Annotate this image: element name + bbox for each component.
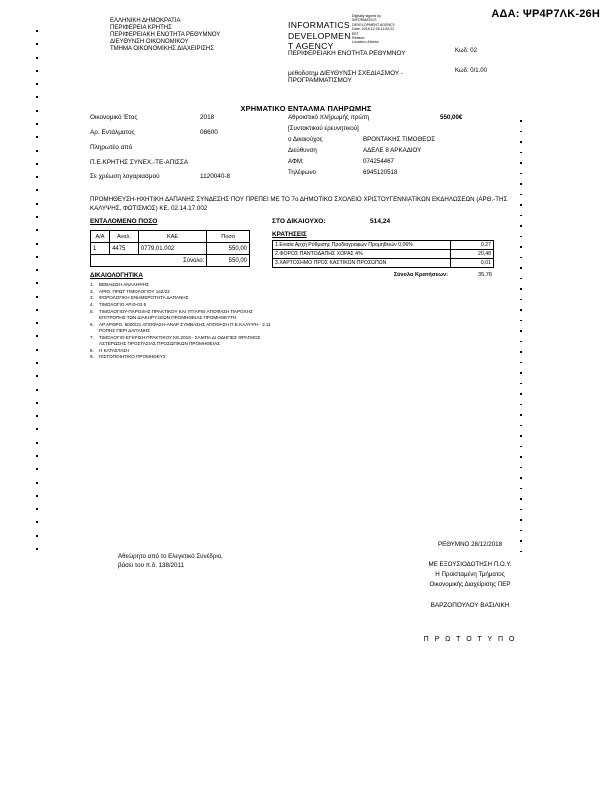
amount-table (90, 230, 250, 267)
amount-row-poso: 550,00 (207, 243, 250, 255)
doc-num-4: 4. (90, 302, 94, 308)
field-note-label: [Συντακτικού ερευνητικού] (288, 125, 359, 132)
field-afm (288, 158, 518, 169)
amount-table-header-row (91, 231, 250, 243)
doc-text-4: ΤΙΜΟΛΟΓΙΟ ΑΡ.Θ-03 5 (99, 302, 147, 308)
ida-line-3: T AGENCY (288, 41, 334, 51)
document-title: ΧΡΗΜΑΤΙΚΟ ΕΝΤΑΛΜΑ ΠΛΗΡΩΜΗΣ (240, 104, 372, 113)
signature-line-1: ΜΕ ΕΞΟΥΣΙΟΔΟΤΗΣΗ Π.Ο.Υ. (428, 561, 512, 568)
kodikos-2: Κωδ: 0/1.00 (455, 68, 487, 74)
field-afm-label: ΑΦΜ: (288, 158, 304, 165)
audit-note (118, 552, 298, 570)
field-address-label: Διεύθυνση (288, 147, 317, 154)
ada-number: ΑΔΑ: ΨΡ4Ρ7ΛΚ-26Η (491, 8, 600, 20)
agency-line-3: ΠΕΡΙΦΕΡΕΙΑΚΗ ΕΝΟΤΗΤΑ ΡΕΘΥΜΝΟΥ (110, 32, 221, 38)
field-note (288, 125, 518, 136)
ida-line-1: INFORMATICS (288, 20, 350, 30)
field-payer (90, 159, 275, 173)
amount-total-label: Σύνολο: (91, 255, 207, 267)
deductions-table (272, 240, 494, 268)
field-account-value: 1120040-8 (200, 173, 231, 180)
audit-note-line-2: βάσει του π.δ. 138/2011 (118, 562, 184, 569)
doc-num-6: 6. (90, 321, 94, 327)
stamp-line-4: Date: 2018.12.28 11:52:22 (352, 27, 395, 32)
doc-text-6: ΑΡ.ΑΡΘΡΟ. 6000/21 ΑΠΟΦΑΣΗ-ΑΝΑΡ ΣΥΜΒΑΣΗΣ ΑΠΟΦΑΣΗ Π.Ε.ΚΑΛΥΨΗ - 2.11 ΡΟΠΗΣ ΠΕΡΙ ΔΑΠΑΝΗΣ (99, 321, 271, 333)
digital-signature-stamp (352, 14, 470, 45)
field-phone-label: Τηλέφωνο (288, 169, 316, 176)
amount-col-poso: Ποσό (207, 231, 250, 243)
doc-text-7: ΤΙΜΟΛΟΓΙΟ-ΕΓΚΡΙΣΗ ΠΡΑΚΤΙΚΟΥ ΚΕ.2018 - ΣΑΜΠΑ ΔΙ ΟΔΗΓΙΕΣ ΦΡΑΓΜΟΣ ΑΣΤΕΡΩΣΗΣ ΠΡΟΣΤΑΣΙΑΣ ΠΡΟΣΩΠΙΚΩΝ ΠΡΟΜΗΘΕΙΑΣ (99, 334, 261, 346)
stamp-line-6: Reason: (352, 36, 366, 41)
field-afm-value: 074254467 (363, 158, 394, 165)
signature-line-3: Οικονομικής Διαχείρισης ΠΕΡ (429, 581, 511, 588)
beneficiary-section-header: ΣΤΟ ΔΙΚΑΙΟΥΧΟ: (272, 218, 326, 225)
agency-block (110, 18, 270, 53)
agency-line-2: ΠΕΡΙΦΕΡΕΙΑ ΚΡΗΤΗΣ (110, 25, 172, 31)
deductions-header: ΚΡΑΤΗΣΕΙΣ (272, 231, 307, 238)
table-row (91, 243, 250, 255)
field-phone (288, 169, 518, 180)
agency-line-1: ΕΛΛΗΝΙΚΗ ΔΗΜΟΚΡΑΤΙΑ (110, 18, 181, 24)
list-item (90, 354, 280, 360)
field-total-payment-value: 550,00€ (440, 114, 463, 121)
doc-text-9: ΠΙΣΤΟΠΟΙΗΤΙΚΟ ΠΡΟΜΗΘΕΥΣ (99, 354, 166, 360)
list-item (90, 282, 280, 288)
list-item (90, 348, 280, 354)
right-field-list (288, 114, 518, 180)
list-item (90, 309, 280, 321)
field-payable-by-label: Πληρωτέο από (90, 144, 133, 151)
documents-list (90, 282, 280, 361)
stamp-line-3: DEVELOPMENT AGENCY (352, 22, 396, 27)
field-total-payment (288, 114, 518, 125)
doc-text-3: ΦΟΡΟΛΟΓΙΚΗ ΕΝΗΜΕΡΟΤΗΤΑ ΔΑΠΑΝΗΣ (99, 295, 189, 301)
list-item (90, 295, 280, 301)
doc-text-1: ΒΕΒΑΙΩΣΗ ΑΝΑΛΗΨΗΣ (99, 282, 149, 287)
deduction-label-2: 2.ΦΟΡΟΣ ΠΑΝΤΟΔΑΠΗΣ ΧΩΡΑΣ 4% (273, 250, 451, 259)
doc-num-7: 7. (90, 334, 94, 340)
doc-text-2: ΑΡΙΘ. ΠΡΩΤ ΤΙΜΟΛΟΓΙΟΥ 142/22 (99, 288, 170, 294)
field-warrant-number-value: 08600 (200, 129, 218, 136)
doc-num-1: 1. (90, 282, 94, 287)
signer-name: ΒΑΡΖΟΠΟΥΛΟΥ ΒΑΣΙΛΙΚΗ (430, 602, 510, 609)
field-payable-by (90, 144, 275, 159)
signature-block (380, 540, 560, 590)
kodikos-1: Κωδ: 02 (455, 48, 477, 54)
department-line: μεθοδοτημ ΔΙΕΥΘΥΝΣΗ ΣΧΕΔΙΑΣΜΟΥ - ΠΡΟΓΡΑΜΜΑΤΙΣΜΟΥ (288, 70, 403, 84)
doc-text-8: Η ΚΑΤΑΣΤΑΣΗ (99, 347, 130, 353)
amount-row-kae: 0779,01.002 (138, 243, 206, 255)
deduction-label-1: 1.Ενιαία Αρχή Ρύθμισης Προδιαγραφών Προμηθειών 0,06% (273, 241, 451, 250)
stamp-line-7: Location: Athens (352, 40, 379, 45)
deduction-value-2: 20,48 (451, 250, 494, 259)
doc-num-2: 2. (90, 288, 94, 294)
right-dot-strip (520, 120, 522, 540)
region-line: ΠΕΡΙΦΕΡΕΙΑΚΗ ΕΝΟΤΗΤΑ ΡΕΘΥΜΝΟΥ (288, 50, 406, 57)
prototype-label: Π Ρ Ω Τ Ο Τ Υ Π Ο (423, 636, 517, 643)
field-beneficiary (288, 136, 518, 147)
list-item (90, 289, 280, 295)
field-account-label: Σε χρέωση λογαριασμού (90, 173, 160, 180)
field-address-value: ΑΔΕΛΕ 8 ΑΡΚΑΔΙΟΥ (363, 147, 422, 154)
agency-line-4: ΔΙΕΥΘΥΝΣΗ ΟΙΚΟΝΟΜΙΚΟΥ (110, 39, 189, 45)
table-row (273, 259, 494, 268)
list-item (90, 335, 280, 347)
list-item (90, 302, 280, 308)
field-beneficiary-value: ΒΡΟΝΤΑΚΗΣ ΤΙΜΟΘΕΟΣ (363, 136, 436, 143)
amount-row-aa: 1 (91, 243, 110, 255)
doc-text-5: ΤΙΜΟΛΟΓΙΟΥ-ΠΑΡΟΧΗΣ ΠΡΑΚΤΙΚΟΥ ΚΑΙ ΥΠ'ΑΡΙΘ ΑΠΟΦΑΣΗ ΠΑΡΟΧΗΣ ΕΠΙΤΡΟΠΗΣ ΤΩΝ ΔΙΑΚΗΡΥΞΕΩΝ ΠΡΟΜΗΘΕΙΑΣ ΠΡΟΜΗΘΕΥΤΗ (99, 308, 253, 321)
signature-line-2: Η Προϊσταμένη Τμήματος (435, 571, 505, 578)
table-row (273, 250, 494, 259)
agency-line-5: ΤΜΗΜΑ ΟΙΚΟΝΟΜΙΚΗΣ ΔΙΑΧΕΙΡΙΣΗΣ (110, 46, 214, 52)
doc-num-9: 9. (90, 354, 94, 360)
amount-col-aa: Α/Α (91, 231, 110, 243)
table-row (273, 241, 494, 250)
field-address (288, 147, 518, 158)
stamp-line-1: Digitally signed by (352, 14, 381, 18)
amount-total-row (91, 255, 250, 267)
audit-note-line-1: Αθεώρητο από το Ελεγκτικό Συνέδριο, (118, 553, 223, 560)
field-account (90, 173, 275, 188)
field-payer-value: Π.Ε.ΚΡΗΤΗΣ ΣΥΝΕΧ.-ΤΕ-ΑΠΙΣΣΑ (90, 159, 189, 166)
field-fiscal-year-label: Οικονομικό Έτος (90, 114, 138, 121)
doc-num-3: 3. (90, 295, 94, 301)
deduction-value-1: 0,27 (451, 241, 494, 250)
field-total-payment-label: Αθροιστικό πλήρωμής πρώτη (288, 114, 369, 121)
field-phone-value: 6945120518 (363, 169, 398, 176)
amount-total-value: 550,00 (207, 255, 250, 267)
stamp-line-5: EET (352, 31, 359, 36)
field-beneficiary-label: ο Δικαιούχος (288, 136, 323, 143)
doc-num-5: 5. (90, 308, 94, 314)
deduction-label-3: 3.ΧΑΡΤΟΣΗΜΟ ΠΡΟΣ ΚΑΣΤΙΚΩΝ ΠΡΟΣΩΠΩΝ (273, 259, 451, 268)
field-warrant-number-label: Αρ. Εντάλματος (90, 129, 135, 136)
signature-date: ΡΕΘΥΜΝΟ 28/12/2018 (437, 541, 503, 548)
deduction-value-3: 0,01 (451, 259, 494, 268)
amount-col-kae: ΚΑΕ (138, 231, 206, 243)
deductions-total-label: Σύνολο Κρατήσεων: (393, 272, 448, 278)
deductions-total-value: 35,76 (478, 272, 492, 278)
doc-num-8: 8. (90, 347, 94, 353)
ida-line-2: DEVELOPMEN (288, 30, 351, 41)
field-fiscal-year (90, 114, 275, 129)
beneficiary-amount: 514,24 (370, 218, 391, 225)
documents-header: ΔΙΚΑΙΟΛΟΓΗΤΙΚΑ (90, 272, 143, 279)
field-warrant-number (90, 129, 275, 144)
list-item (90, 322, 280, 334)
stamp-line-2: INFORMATICS (352, 18, 377, 23)
field-fiscal-year-value: 2018 (200, 114, 215, 121)
amount-section-header: ΕΝΤΑΛΟΜΕΝΟ ΠΟΣΟ (90, 218, 158, 225)
amount-col-anal: Αναλ. (110, 231, 139, 243)
amount-row-anal: 4475 (110, 243, 139, 255)
left-field-list (90, 114, 275, 188)
payment-reason: ΠΡΟΜΗΘΕΥΣΗ-ΗΧΗΤΙΚΗ ΔΑΠΑΝΗΣ ΣΥΝΔΕΣΗΣ ΠΟΥ ΠΡΕΠΕΙ ΜΕ ΤΟ 7ο ΔΗΜΟΤΙΚΟ ΣΧΟΛΕΙΟ ΧΡΙΣΤΟΥΓΕΝΝΙΑΤΙΚΩΝ ΕΚΔΗΛΩΣΕΩΝ (ΑΡΘ.-ΤΗΣ ΚΑΛΥΨΗΣ, ΦΩΤΙΣΜΟΣ) ΚΕ. 02.14.17.002 (90, 196, 508, 212)
